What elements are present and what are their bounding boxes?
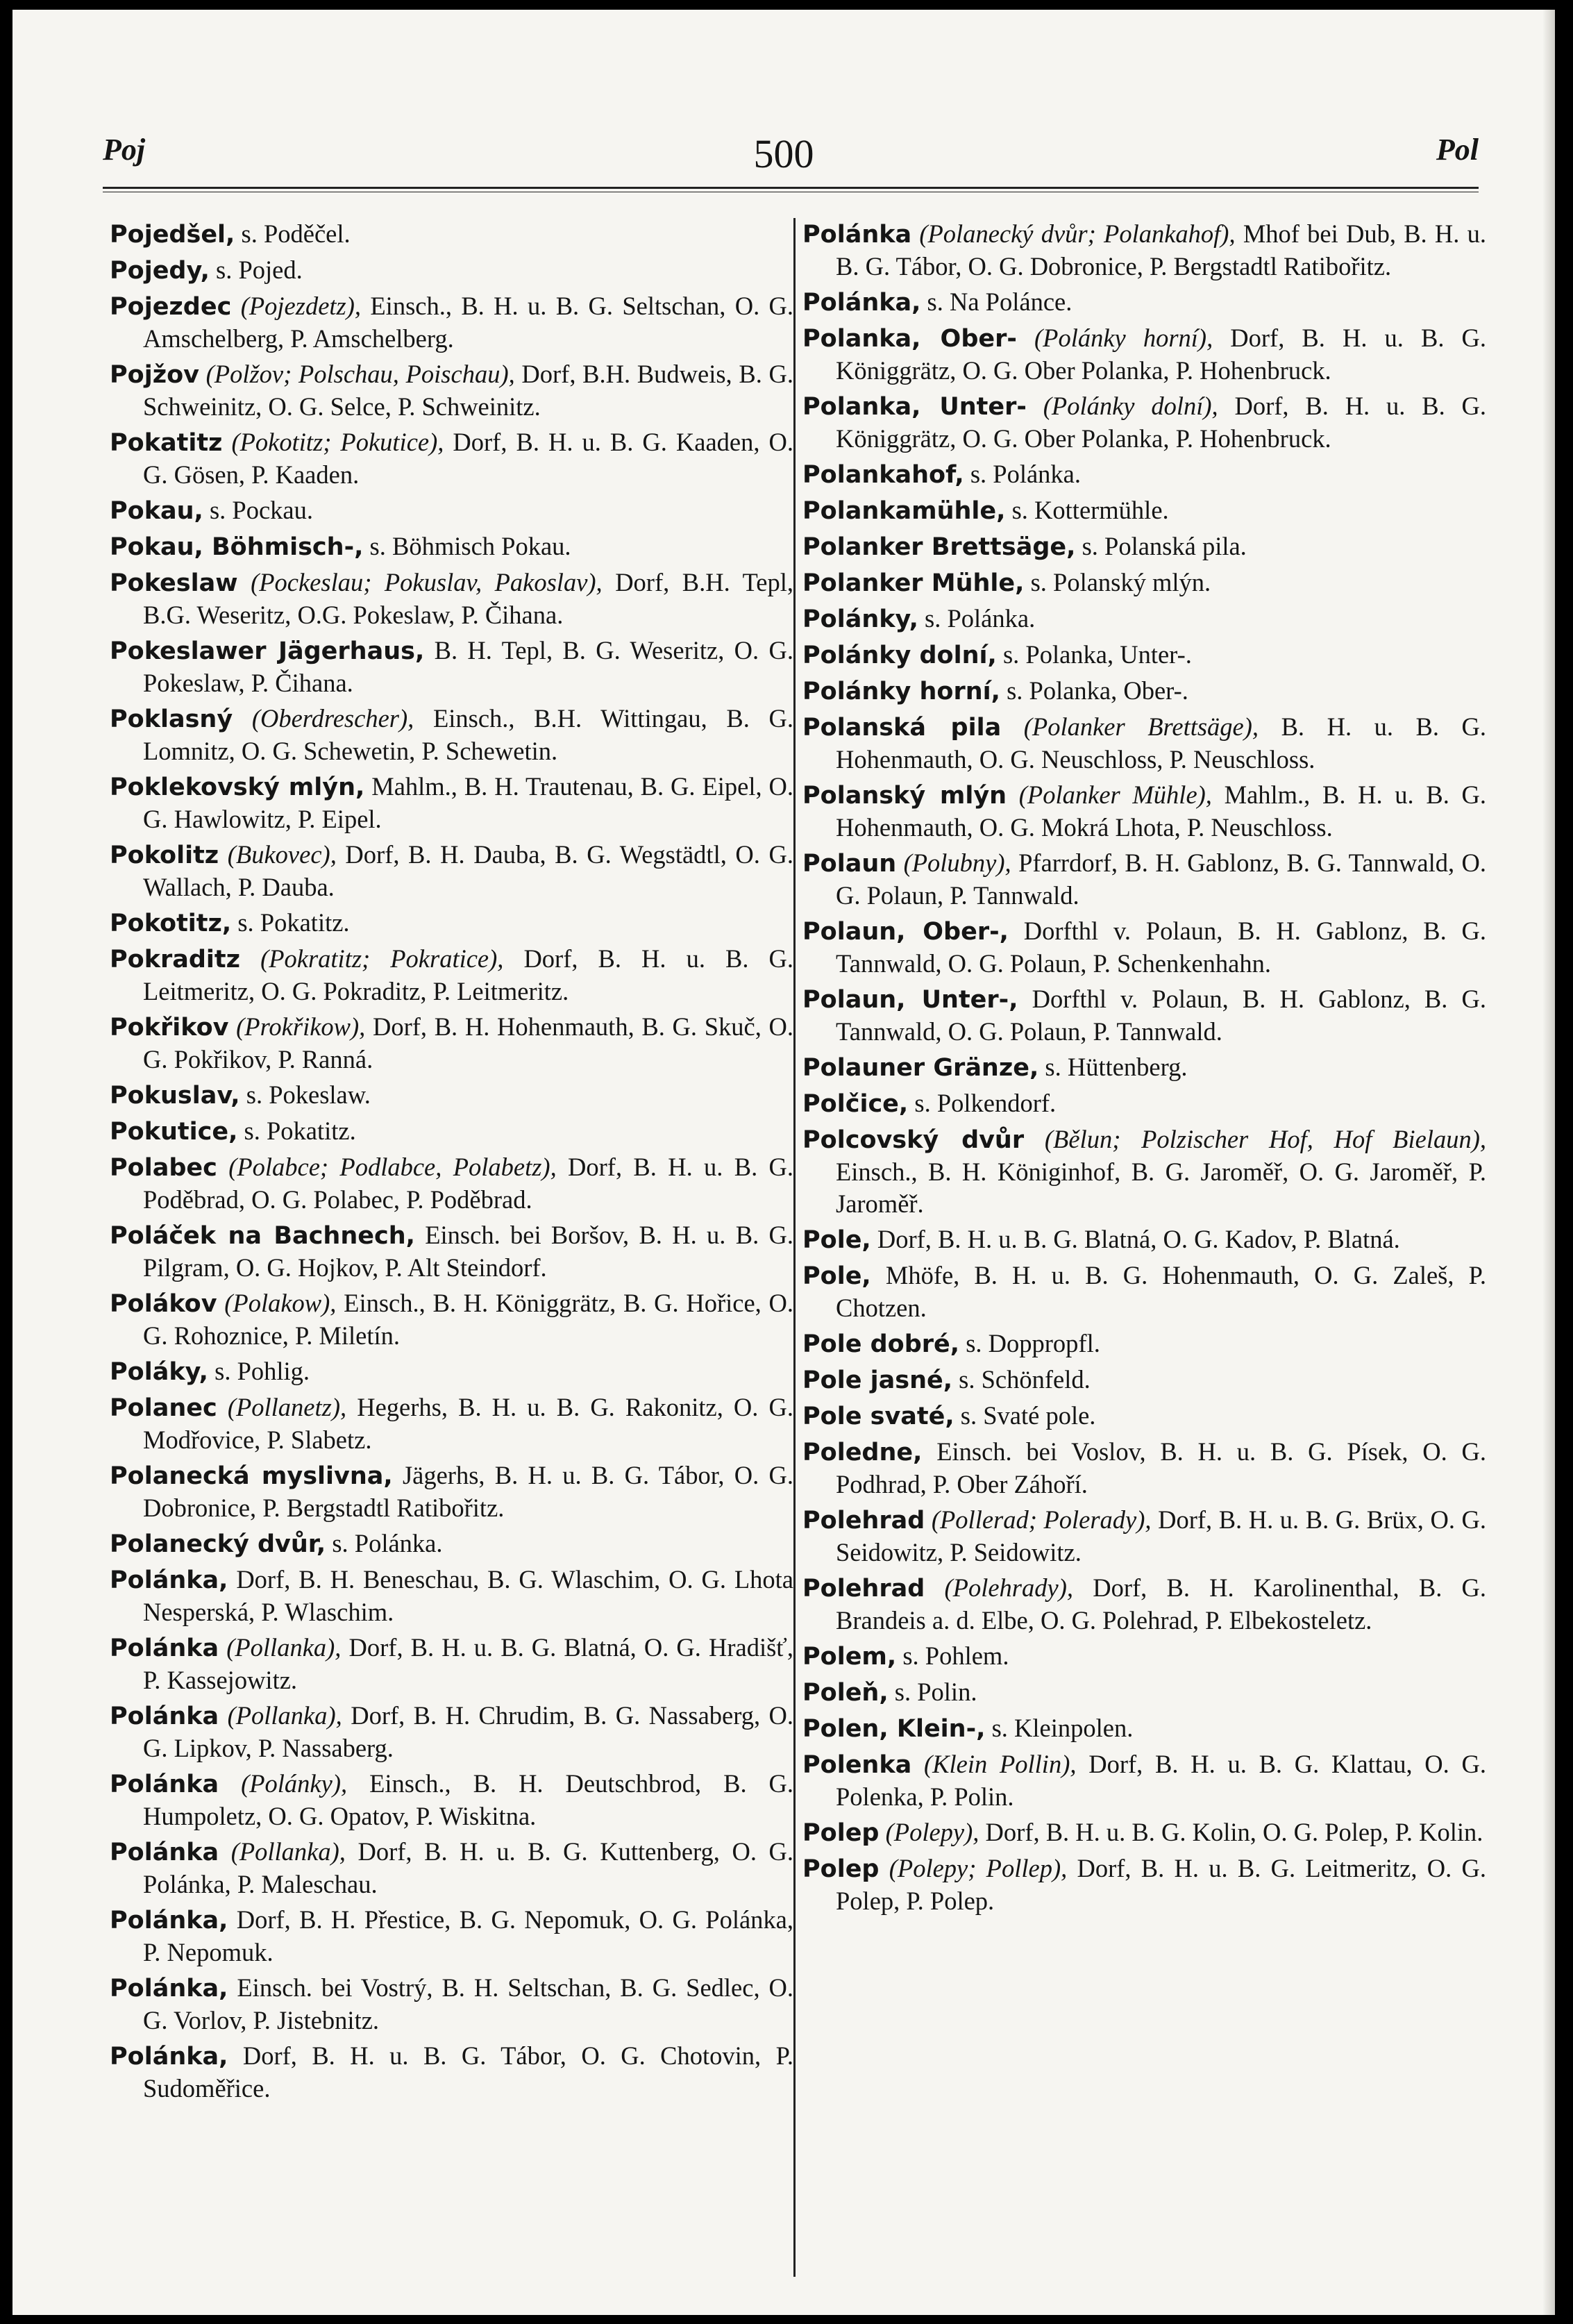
gazetteer-entry	[110, 1528, 793, 1560]
entry-description: Dorf, B. H. u. B. G. Brüx, O. G. Seidowitz, P. Seidowitz.	[836, 1505, 1487, 1566]
entry-headword: Pole jasné,	[802, 1366, 953, 1394]
entry-description: Jägerhs, B. H. u. B. G. Tábor, O. G. Dobronice, P. Bergstadtl Ratibořitz.	[143, 1461, 793, 1522]
entry-headword: Polehrad	[802, 1507, 925, 1535]
gazetteer-entry	[110, 839, 793, 903]
entry-headword: Pole dobré,	[802, 1330, 960, 1358]
left-column	[110, 218, 793, 2108]
entry-description: Einsch. bei Voslov, B. H. u. B. G. Písek, O. G. Podhrad, P. Ober Záhoří.	[836, 1437, 1487, 1498]
gazetteer-entry	[802, 1640, 1486, 1673]
gazetteer-entry	[110, 703, 793, 767]
right-column	[802, 218, 1486, 1921]
entry-headword: Polánky,	[802, 605, 918, 633]
gazetteer-entry	[802, 530, 1486, 563]
entry-variant-names: (Pollanka),	[227, 1701, 342, 1730]
gazetteer-entry	[110, 943, 793, 1008]
gazetteer-entry	[110, 771, 793, 835]
entry-headword: Polánka	[110, 1703, 219, 1730]
entry-headword: Polanec	[110, 1394, 217, 1422]
gazetteer-entry	[110, 1632, 793, 1696]
entry-description: Dorf, B. H. u. B. G. Klattau, O. G. Polenka, P. Polin.	[836, 1750, 1487, 1811]
entry-headword: Polaun, Unter-,	[802, 986, 1018, 1014]
gazetteer-entry	[802, 1123, 1486, 1220]
entry-headword: Pokatitz	[110, 429, 223, 457]
entry-description: s. Pohlig.	[214, 1357, 310, 1385]
gazetteer-entry	[802, 1504, 1486, 1569]
entry-headword: Pokeslaw	[110, 569, 238, 597]
gazetteer-entry	[110, 1287, 793, 1352]
gazetteer-entry	[110, 494, 793, 527]
gazetteer-entry	[802, 1572, 1486, 1637]
gazetteer-entry	[802, 1328, 1486, 1360]
entry-description: s. Pokatitz.	[244, 1117, 356, 1145]
entry-description: Dorf, B. H. Karolinenthal, B. G. Brandeis a. d. Elbe, O. G. Polehrad, P. Elbekosteletz.	[836, 1573, 1487, 1635]
gazetteer-entry	[802, 494, 1486, 527]
entry-variant-names: (Polakow),	[224, 1289, 337, 1317]
gazetteer-entry	[110, 635, 793, 699]
entry-description: Mahlm., B. H. Trautenau, B. G. Eipel, O. G. Hawlowitz, P. Eipel.	[143, 772, 794, 833]
entry-headword: Polehrad	[802, 1575, 925, 1603]
gazetteer-entry	[802, 1853, 1486, 1917]
entry-variant-names: (Polanker Mühle),	[1018, 780, 1212, 809]
entry-description: Dorf, B. H. u. B. G. Königgrätz, O. G. Ober Polanka, P. Hohenbruck.	[836, 324, 1487, 385]
entry-headword: Polanka, Ober-	[802, 325, 1017, 353]
entry-description: Einsch., B. H. u. B. G. Seltschan, O. G. Amschelberg, P. Amschelberg.	[143, 292, 794, 353]
gazetteer-entry	[802, 983, 1486, 1048]
entry-headword: Polanker Brettsäge,	[802, 533, 1076, 561]
entry-headword: Polánka	[110, 1839, 219, 1866]
gazetteer-entry	[802, 1676, 1486, 1709]
gazetteer-entry	[110, 1768, 793, 1832]
entry-headword: Polem,	[802, 1643, 897, 1671]
entry-variant-names: (Polepy),	[885, 1818, 979, 1846]
entry-description: s. Polanský mlýn.	[1030, 568, 1211, 596]
entry-description: Dorfthl v. Polaun, B. H. Gablonz, B. G. Tannwald, O. G. Polaun, P. Tannwald.	[836, 985, 1486, 1046]
gazetteer-entry	[110, 358, 793, 423]
entry-description: Einsch. bei Vostrý, B. H. Seltschan, B. G. Sedlec, O. G. Vorlov, P. Jistebnitz.	[143, 1973, 794, 2034]
entry-headword: Poklasný	[110, 705, 233, 733]
entry-variant-names: (Pokotitz; Pokutice),	[231, 428, 444, 456]
entry-headword: Polánka	[802, 221, 912, 249]
gazetteer-entry	[110, 1011, 793, 1076]
entry-description: s. Pockau.	[209, 496, 313, 524]
entry-headword: Polánka,	[110, 2043, 228, 2071]
entry-variant-names: (Polubny),	[903, 848, 1011, 877]
entry-headword: Polánka,	[110, 1975, 228, 2003]
gazetteer-entry	[802, 847, 1486, 912]
entry-headword: Pole,	[802, 1262, 871, 1290]
gazetteer-entry	[110, 1972, 793, 2037]
entry-description: Dorf, B. H. Beneschau, B. G. Wlaschim, O. G. Lhota Nesperská, P. Wlaschim.	[143, 1565, 793, 1626]
entry-headword: Pokau,	[110, 497, 203, 525]
entry-description: Hegerhs, B. H. u. B. G. Rakonitz, O. G. Modřovice, P. Slabetz.	[143, 1393, 793, 1454]
entry-description: Mhof bei Dub, B. H. u. B. G. Tábor, O. G. Dobronice, P. Bergstadtl Ratibořitz.	[836, 219, 1487, 281]
entry-headword: Polanecká myslivna,	[110, 1462, 393, 1490]
gazetteer-entry	[110, 254, 793, 287]
entry-headword: Polanka, Unter-	[802, 393, 1027, 421]
entry-headword: Polen, Klein-,	[802, 1715, 986, 1743]
gazetteer-entry	[802, 286, 1486, 319]
gazetteer-entry	[110, 1391, 793, 1456]
header-left-catchword: Poj	[103, 133, 146, 167]
entry-headword: Pole,	[802, 1226, 871, 1254]
gazetteer-entry	[802, 711, 1486, 776]
entry-description: Mhöfe, B. H. u. B. G. Hohenmauth, O. G. Zaleš, P. Chotzen.	[836, 1261, 1486, 1322]
entry-headword: Pole svaté,	[802, 1403, 954, 1430]
gazetteer-entry	[110, 1460, 793, 1524]
entry-description: s. Polánka.	[925, 604, 1036, 633]
entry-headword: Pojžov	[110, 361, 199, 389]
gazetteer-entry	[110, 1700, 793, 1764]
gazetteer-entry	[802, 322, 1486, 387]
gazetteer-entry	[802, 567, 1486, 599]
gazetteer-entry	[802, 1223, 1486, 1256]
entry-variant-names: (Pollanetz),	[227, 1393, 347, 1421]
entry-description: s. Polanka, Unter-.	[1002, 640, 1192, 669]
gazetteer-entry	[802, 1712, 1486, 1745]
entry-description: s. Doppropfl.	[966, 1329, 1100, 1357]
entry-headword: Polanker Mühle,	[802, 569, 1025, 597]
gazetteer-entry	[802, 218, 1486, 283]
gazetteer-entry	[802, 458, 1486, 491]
entry-description: s. Böhmisch Pokau.	[369, 532, 571, 560]
entry-headword: Pokuslav,	[110, 1082, 240, 1110]
page-number: 500	[753, 131, 814, 176]
gazetteer-entry	[802, 390, 1486, 455]
entry-description: s. Kottermühle.	[1011, 496, 1169, 524]
gazetteer-entry	[802, 1260, 1486, 1324]
entry-headword: Polankamühle,	[802, 497, 1006, 525]
entry-variant-names: (Bělun; Polzischer Hof, Hof Bielaun),	[1044, 1125, 1486, 1153]
entry-variant-names: (Oberdrescher),	[251, 704, 414, 733]
gazetteer-entry	[110, 1151, 793, 1216]
entry-description: s. Pohlem.	[902, 1641, 1009, 1670]
document-page	[12, 10, 1555, 2315]
entry-description: s. Pokeslaw.	[246, 1080, 371, 1109]
entry-description: Dorfthl v. Polaun, B. H. Gablonz, B. G. Tannwald, O. G. Polaun, P. Schenkenhahn.	[836, 917, 1487, 978]
entry-description: s. Polkendorf.	[914, 1089, 1057, 1117]
entry-description: s. Polanka, Ober-.	[1007, 676, 1188, 705]
gazetteer-entry	[802, 1087, 1486, 1120]
entry-headword: Polenka	[802, 1751, 912, 1779]
page-header	[12, 10, 1555, 176]
entry-headword: Polánky dolní,	[802, 642, 997, 669]
entry-description: Dorf, B. H. u. B. G. Blatná, O. G. Kadov, P. Blatná.	[877, 1225, 1400, 1253]
entry-headword: Poklekovský mlýn,	[110, 774, 365, 801]
gazetteer-entry	[110, 1904, 793, 1968]
gazetteer-entry	[802, 1400, 1486, 1432]
entry-description: Dorf, B.H. Tepl, B.G. Weseritz, O.G. Pokeslaw, P. Čihana.	[143, 568, 793, 629]
column-divider	[793, 218, 796, 2277]
entry-description: s. Polánka.	[332, 1529, 443, 1557]
entry-headword: Pokřikov	[110, 1014, 229, 1042]
entry-headword: Polánka,	[802, 289, 921, 317]
entry-description: Dorf, B. H. Hohenmauth, B. G. Skuč, O. G. Pokřikov, P. Ranná.	[143, 1012, 794, 1073]
entry-description: s. Na Polánce.	[927, 287, 1072, 316]
entry-headword: Polaun, Ober-,	[802, 918, 1009, 946]
gazetteer-entry	[802, 1748, 1486, 1813]
gazetteer-entry	[802, 779, 1486, 844]
entry-description: Einsch., B. H. Königinhof, B. G. Jaroměř, O. G. Jaroměř, P. Jaroměř.	[836, 1157, 1486, 1218]
entry-variant-names: (Pokratitz; Pokratice),	[260, 944, 504, 973]
entry-description: Dorf, B. H. Přestice, B. G. Nepomuk, O. G. Polánka, P. Nepomuk.	[143, 1905, 793, 1966]
entry-variant-names: (Polabce; Podlabce, Polabetz),	[228, 1153, 557, 1181]
entry-variant-names: (Prokřikow),	[236, 1012, 366, 1041]
header-right-catchword: Pol	[1436, 133, 1479, 167]
entry-headword: Polanská pila	[802, 714, 1002, 742]
entry-description: Dorf, B. H. u. B. G. Kaaden, O. G. Gösen, P. Kaaden.	[143, 428, 793, 489]
entry-description: s. Poděčel.	[241, 219, 351, 248]
entry-headword: Polanský mlýn	[802, 782, 1007, 810]
entry-headword: Polánka,	[110, 1566, 228, 1594]
entry-headword: Polánky horní,	[802, 678, 1000, 705]
gazetteer-entry	[802, 1364, 1486, 1396]
gazetteer-entry	[110, 1219, 793, 1284]
entry-headword: Poleň,	[802, 1679, 889, 1707]
entry-variant-names: (Polánky horní),	[1034, 324, 1213, 352]
entry-description: Dorf, B.H. Budweis, B. G. Schweinitz, O. G. Selce, P. Schweinitz.	[143, 360, 793, 421]
entry-variant-names: (Polanker Brettsäge),	[1023, 712, 1259, 741]
entry-description: Dorf, B. H. Dauba, B. G. Wegstädtl, O. G. Wallach, P. Dauba.	[143, 840, 793, 901]
entry-variant-names: (Pockeslau; Pokuslav, Pakoslav),	[251, 568, 603, 596]
entry-variant-names: (Pollanka),	[226, 1633, 342, 1662]
entry-description: Einsch., B. H. Königgrätz, B. G. Hořice, O. G. Rohoznice, P. Miletín.	[143, 1289, 793, 1350]
gazetteer-entry	[110, 290, 793, 355]
entry-headword: Pokolitz	[110, 842, 219, 869]
entry-description: s. Polanská pila.	[1082, 532, 1247, 560]
entry-headword: Pojedšel,	[110, 221, 235, 249]
entry-variant-names: (Polžov; Polschau, Poischau),	[205, 360, 515, 388]
gazetteer-entry	[110, 1836, 793, 1900]
entry-description: s. Hüttenberg.	[1045, 1053, 1188, 1081]
gazetteer-entry	[110, 567, 793, 631]
entry-headword: Poledne,	[802, 1439, 923, 1466]
entry-description: Dorf, B. H. u. B. G. Kolin, O. G. Polep, P. Kolin.	[985, 1818, 1483, 1846]
entry-headword: Polánka	[110, 1635, 219, 1662]
gazetteer-entry	[110, 1355, 793, 1388]
gazetteer-entry	[110, 1564, 793, 1628]
entry-description: s. Pojed.	[216, 256, 303, 284]
gazetteer-entry	[110, 1115, 793, 1148]
entry-description: s. Polin.	[894, 1678, 977, 1706]
entry-variant-names: (Pollerad; Polerady),	[931, 1505, 1152, 1534]
gazetteer-entry	[110, 2040, 793, 2105]
entry-headword: Polep	[802, 1855, 880, 1883]
gazetteer-entry	[110, 426, 793, 491]
entry-headword: Polanecký dvůr,	[110, 1530, 326, 1558]
entry-headword: Pojedy,	[110, 257, 210, 285]
entry-description: s. Pokatitz.	[237, 908, 350, 937]
entry-headword: Polcovský dvůr	[802, 1126, 1025, 1154]
entry-description: Pfarrdorf, B. H. Gablonz, B. G. Tannwald, O. G. Polaun, P. Tannwald.	[836, 848, 1487, 910]
entry-description: s. Schönfeld.	[959, 1365, 1091, 1394]
entry-description: Dorf, B. H. u. B. G. Königgrätz, O. G. Ober Polanka, P. Hohenbruck.	[836, 392, 1487, 453]
entry-headword: Polaun	[802, 850, 897, 878]
entry-description: Dorf, B. H. u. B. G. Tábor, O. G. Chotovin, P. Sudoměřice.	[143, 2041, 793, 2103]
entry-headword: Polauner Gränze,	[802, 1054, 1039, 1082]
entry-variant-names: (Polánky),	[241, 1769, 348, 1798]
page-edge-shadow	[1542, 10, 1555, 2315]
entry-headword: Pokutice,	[110, 1118, 238, 1146]
entry-description: Einsch., B.H. Wittingau, B. G. Lomnitz, O. G. Schewetin, P. Schewetin.	[143, 704, 794, 765]
entry-description: B. H. Tepl, B. G. Weseritz, O. G. Pokeslaw, P. Čihana.	[143, 636, 794, 697]
entry-description: Dorf, B. H. u. B. G. Poděbrad, O. G. Polabec, P. Poděbrad.	[143, 1153, 794, 1214]
entry-headword: Polákov	[110, 1290, 217, 1318]
entry-headword: Pokau, Böhmisch-,	[110, 533, 364, 561]
gazetteer-entry	[802, 1436, 1486, 1500]
entry-headword: Poláček na Bachnech,	[110, 1222, 415, 1250]
entry-description: s. Polánka.	[970, 460, 1081, 488]
entry-variant-names: (Bukovec),	[227, 840, 337, 869]
entry-variant-names: (Klein Pollin),	[924, 1750, 1077, 1778]
entry-variant-names: (Pollanka),	[230, 1837, 346, 1866]
entry-description: Dorf, B. H. u. B. G. Leitmeritz, O. G. Pokraditz, P. Leitmeritz.	[143, 944, 793, 1005]
gazetteer-entry	[110, 530, 793, 563]
entry-headword: Pokraditz	[110, 946, 241, 973]
gazetteer-entry	[110, 218, 793, 251]
entry-variant-names: (Pojezdetz),	[240, 292, 362, 320]
gazetteer-entry	[110, 1079, 793, 1112]
gazetteer-entry	[802, 915, 1486, 980]
entry-description: Einsch., B. H. Deutschbrod, B. G. Humpoletz, O. G. Opatov, P. Wiskitna.	[143, 1769, 794, 1830]
entry-description: Dorf, B. H. Chrudim, B. G. Nassaberg, O. G. Lipkov, P. Nassaberg.	[143, 1701, 794, 1762]
entry-variant-names: (Polehrady),	[944, 1573, 1073, 1602]
gazetteer-entry	[802, 639, 1486, 671]
entry-headword: Polabec	[110, 1154, 217, 1182]
entry-description: s. Svaté pole.	[960, 1401, 1096, 1430]
entry-headword: Polánka,	[110, 1907, 228, 1934]
gazetteer-entry	[802, 675, 1486, 708]
entry-headword: Pokeslawer Jägerhaus,	[110, 637, 425, 665]
entry-headword: Polánka	[110, 1771, 219, 1798]
entry-variant-names: (Polanecký dvůr; Polankahof),	[919, 219, 1236, 248]
entry-description: Mahlm., B. H. u. B. G. Hohenmauth, O. G. Mokrá Lhota, P. Neuschloss.	[836, 780, 1486, 842]
gazetteer-entry	[802, 1816, 1486, 1849]
entry-headword: Poláky,	[110, 1358, 208, 1386]
entry-description: Dorf, B. H. u. B. G. Leitmeritz, O. G. Polep, P. Polep.	[836, 1854, 1486, 1915]
entry-variant-names: (Polepy; Pollep),	[889, 1854, 1068, 1882]
entry-headword: Pokotitz,	[110, 910, 232, 937]
entry-headword: Polep	[802, 1819, 880, 1847]
gazetteer-entry	[802, 603, 1486, 635]
entry-headword: Pojezdec	[110, 293, 232, 321]
entry-description: Dorf, B. H. u. B. G. Kuttenberg, O. G. Polánka, P. Maleschau.	[143, 1837, 794, 1898]
entry-headword: Polankahof,	[802, 461, 964, 489]
entry-description: s. Kleinpolen.	[991, 1714, 1134, 1742]
gazetteer-entry	[110, 907, 793, 939]
gazetteer-entry	[802, 1051, 1486, 1084]
entry-variant-names: (Polánky dolní),	[1043, 392, 1218, 420]
entry-headword: Polčice,	[802, 1090, 909, 1118]
entry-description: Einsch. bei Boršov, B. H. u. B. G. Pilgram, O. G. Hojkov, P. Alt Steindorf.	[143, 1221, 793, 1282]
header-rule	[103, 187, 1479, 189]
entry-description: Dorf, B. H. u. B. G. Blatná, O. G. Hradišť, P. Kassejowitz.	[143, 1633, 794, 1694]
entry-description: B. H. u. B. G. Hohenmauth, O. G. Neuschloss, P. Neuschloss.	[836, 712, 1486, 774]
